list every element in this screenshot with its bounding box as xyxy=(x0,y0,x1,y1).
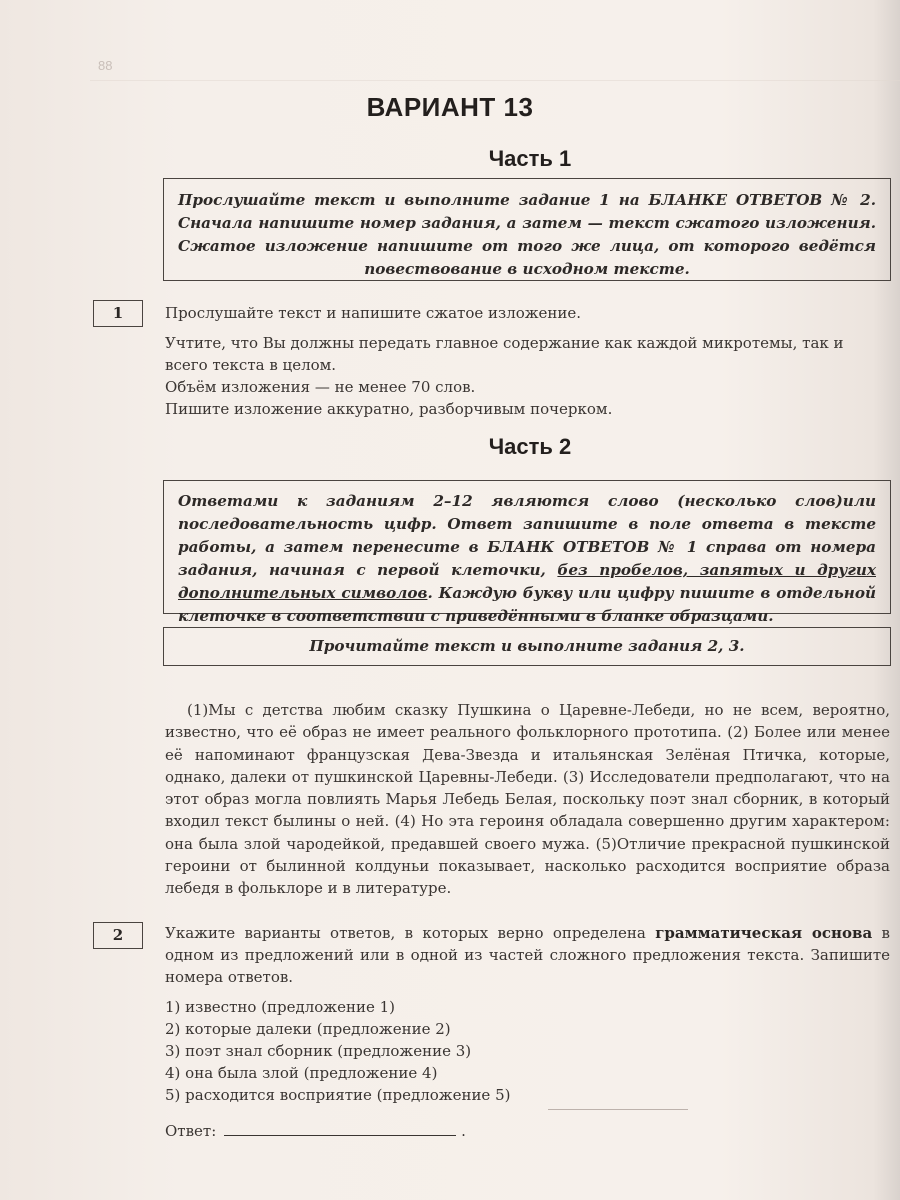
task1-content xyxy=(165,302,890,420)
answer-option-3: 3) поэт знал сборник (предложение 3) xyxy=(165,1042,472,1060)
task1-prompt: Прослушайте текст и напишите сжатое изложение. xyxy=(165,304,582,322)
read-instruction-text: Прочитайте текст и выполните задания 2, 3. xyxy=(309,637,745,655)
reading-text: (1)Мы с детства любим сказку Пушкина о Царевне-Лебеди, но не всем, вероятно, известно, что её образ не имеет реального фольклорного прототипа. (2) Более или менее её напоминают французская Дева-Звезда и итальянская Зелёная Птичка, которые, однако, далеки от пушкинской Царевны-Лебеди. (3) Исследователи предполагают, что на этот образ могла повлиять Марья Лебедь Белая, поскольку поэт знал сборник, в который входил текст былины о ней. (4) Но эта героиня обладала совершенно другим характером: она была злой чародейкой, предавшей своего мужа. (5)Отличие прекрасной пушкинской героини от былинной колдуньи показывает, насколько расходится восприятие образа лебедя в фольклоре и в литературе. xyxy=(165,701,890,898)
task1-line-1: Учтите, что Вы должны передать главное содержание как каждой микротемы, так и всего текста в целом. xyxy=(165,334,844,374)
task1-number-box: 1 xyxy=(93,300,143,327)
task2-prompt-text-end: в одном из предложений или в одной из частей сложного предложения текста. Запишите номера ответов. xyxy=(165,924,891,986)
answer-option-1: 1) известно (предложение 1) xyxy=(165,998,395,1016)
answer-option-5: 5) расходится восприятие (предложение 5) xyxy=(165,1086,511,1104)
answer-field[interactable] xyxy=(224,1121,456,1136)
task2-prompt-text: Укажите варианты ответов, в которых верно определена xyxy=(165,924,656,942)
part2-instruction-underlined: без пробелов, запятых и других дополнительных символов xyxy=(178,561,876,602)
task1-line-2: Объём изложения — не менее 70 слов. xyxy=(165,378,476,396)
task2-prompt xyxy=(165,922,890,988)
answer-row xyxy=(165,1120,890,1142)
part1-title: Часть 1 xyxy=(488,146,572,171)
part2-instruction-text-b: . Каждую букву или цифру пишите в отдельной клеточке в соответствии с приведёнными в бланке образцами. xyxy=(178,584,876,625)
answer-option-4: 4) она была злой (предложение 4) xyxy=(165,1064,438,1082)
part1-instruction-text: Прослушайте текст и выполните задание 1 на БЛАНКЕ ОТВЕТОВ № 2. Сначала напишите номер задания, а затем — текст сжатого изложения. Сжатое изложение напишите от того же лица, от которого ведётся повествование в исходном тексте. xyxy=(178,191,876,278)
answer-end-period: . xyxy=(461,1122,466,1140)
task1-line-3: Пишите изложение аккуратно, разборчивым почерком. xyxy=(165,400,613,418)
part2-instruction-text-a: Ответами к заданиям 2–12 являются слово (несколько слов)или последовательность цифр. Ответ запишите в поле ответа в тексте работы, а затем перенесите в БЛАНК ОТВЕТОВ № 1 справа от номера задания, начиная с первой клеточки, xyxy=(178,492,876,579)
bleed-through-header-rule xyxy=(90,58,900,81)
task2-prompt-bold: грамматическая основа xyxy=(655,924,873,942)
task2-content xyxy=(165,922,890,1142)
part1-instruction-box xyxy=(163,178,891,281)
task2-number-box: 2 xyxy=(93,922,143,949)
bleed-through-dash xyxy=(548,1109,688,1110)
answer-label: Ответ: xyxy=(165,1122,217,1140)
variant-title: ВАРИАНТ 13 xyxy=(366,92,534,122)
answer-option-2: 2) которые далеки (предложение 2) xyxy=(165,1020,451,1038)
part2-instruction-box xyxy=(163,480,891,625)
read-instruction-box xyxy=(163,627,891,666)
page-number: 88 xyxy=(98,58,113,73)
part2-title: Часть 2 xyxy=(488,434,572,459)
